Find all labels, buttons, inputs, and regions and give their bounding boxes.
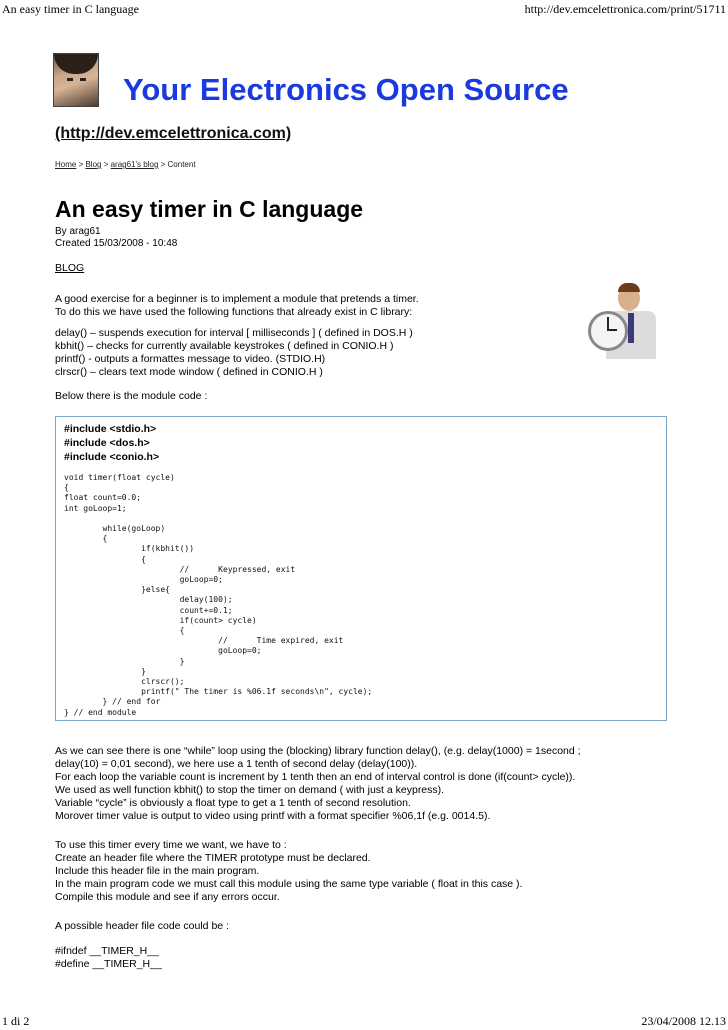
explanation-line: We used as well function kbhit() to stop the timer on demand ( with just a keypress). [55,784,445,796]
explanation-paragraph [55,745,581,823]
function-item: delay() – suspends execution for interval [ milliseconds ] ( defined in DOS.H ) [55,327,413,339]
usage-line: To use this timer every time we want, we have to : [55,839,287,851]
explanation-line: Variable “cycle” is obviously a float type to get a 1 tenth of second resolution. [55,797,411,809]
header-code-line: #define __TIMER_H__ [55,958,162,970]
function-item: printf() - outputs a formattes message to video. (STDIO.H) [55,353,326,365]
intro-line: To do this we have used the following functions that already exist in C library: [55,306,413,318]
function-item: kbhit() – checks for currently available keystrokes ( defined in CONIO.H ) [55,340,394,352]
code-intro: Below there is the module code : [55,390,208,402]
breadcrumb-blog-link[interactable]: Blog [85,160,102,169]
breadcrumb-separator: > [76,160,86,169]
header-code [55,945,162,971]
print-date: 23/04/2008 12.13 [641,1014,726,1028]
breadcrumb-separator: > [158,160,168,169]
explanation-line: For each loop the variable count is increment by 1 tenth then an end of interval control is done (if(count> cycle)). [55,771,576,783]
article-title: An easy timer in C language [55,196,364,222]
explanation-line: As we can see there is one “while” loop using the (blocking) library function delay(), (e.g. delay(1000) = 1second ; [55,745,581,757]
intro-paragraph [55,293,419,319]
article-created: Created 15/03/2008 - 10:48 [55,238,178,249]
site-title[interactable]: Your Electronics Open Source [123,72,569,107]
breadcrumb-home-link[interactable]: Home [55,160,77,169]
article-author: By arag61 [55,226,101,237]
page-number: 1 di 2 [2,1014,30,1028]
include-line: #include <conio.h> [64,451,160,463]
print-header [0,0,728,18]
include-line: #include <dos.h> [64,437,150,449]
header-intro: A possible header file code could be : [55,920,229,932]
usage-line: Create an header file where the TIMER prototype must be declared. [55,852,371,864]
article-meta [55,226,177,250]
usage-line: In the main program code we must call this module using the same type variable ( float in this case ). [55,878,523,890]
intro-line: A good exercise for a beginner is to implement a module that pretends a timer. [55,293,419,305]
function-item: clrscr() – clears text mode window ( defined in CONIO.H ) [55,366,323,378]
print-footer [0,1012,728,1030]
code-body: void timer(float cycle) { float count=0.0; int goLoop=1; while(goLoop) { if(kbhit()) { // Keypressed, exit goLoop=0; }else{ delay(100); count+=0.1; if(count> cycle) { // Time expired, exit goLoop=0; } } clrscr(); printf(" The timer is %06.1f seconds\n", cycle); } // end for } // end module [64,473,373,717]
doc-title: An easy timer in C language [2,2,139,16]
breadcrumb-separator: > [101,160,111,169]
breadcrumb-author-blog-link[interactable]: arag61's blog [110,160,159,169]
explanation-line: delay(10) = 0,01 second), we here use a 1 tenth of second delay (delay(100)). [55,758,418,770]
usage-line: Compile this module and see if any errors occur. [55,891,280,903]
breadcrumb [55,160,196,169]
usage-paragraph [55,839,522,904]
functions-list [55,327,413,379]
usage-line: Include this header file in the main program. [55,865,260,877]
article-tag-link[interactable]: BLOG [55,262,85,274]
include-line: #include <stdio.h> [64,423,157,435]
explanation-line: Morover timer value is output to video using printf with a format specifier %06,1f (e.g. 0014.5). [55,810,491,822]
site-url-link[interactable]: (http://dev.emcelettronica.com) [55,125,292,142]
author-avatar-image [53,53,99,107]
breadcrumb-current: Content [167,160,196,169]
doc-url: http://dev.emcelettronica.com/print/51711 [524,2,726,16]
header-code-line: #ifndef __TIMER_H__ [55,945,159,957]
man-with-clock-image [584,283,672,360]
